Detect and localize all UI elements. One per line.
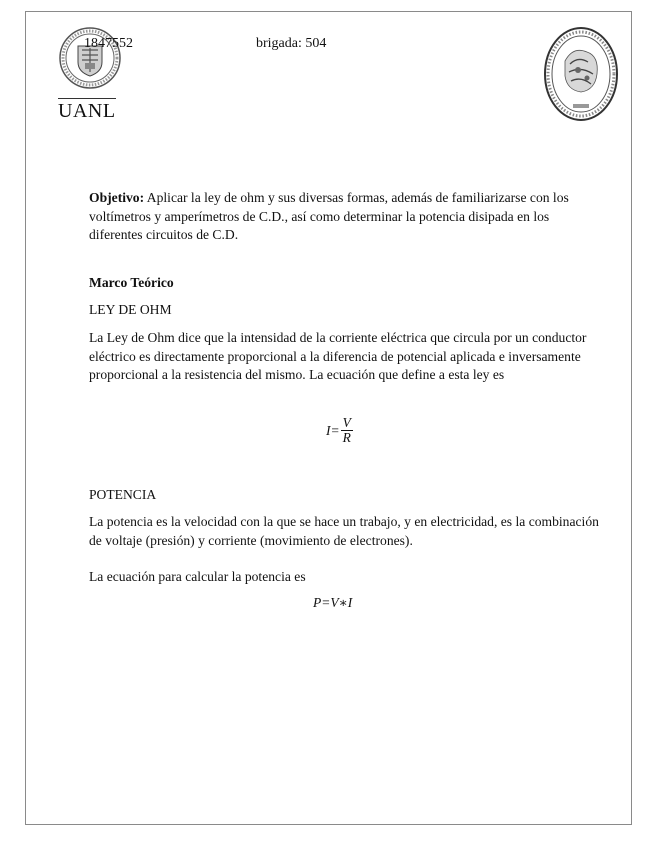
ohm-equation-lhs: I= [326,422,340,438]
objetivo-paragraph [89,189,599,245]
ohm-equation [326,416,353,445]
brigada-label: brigada: 504 [256,36,327,51]
ohm-equation-denominator: R [342,430,351,445]
ohm-equation-numerator: V [342,415,351,430]
marco-teorico-heading: Marco Teórico [89,275,174,290]
document-page [25,11,632,825]
potencia-equation-intro: La ecuación para calcular la potencia es [89,569,306,584]
uanl-wordmark: UANL [58,100,116,122]
objetivo-label: Objetivo: [89,190,145,205]
fime-seal-logo [543,26,619,122]
power-equation: P=V∗I [313,595,353,610]
ley-de-ohm-paragraph: La Ley de Ohm dice que la intensidad de la corriente eléctrica que circula por un conductor eléctrico es directamente proporcional a la diferencia de potencial aplicada e inversamente proporcional a la resistencia del mismo. La ecuación que define a esta ley es [89,330,587,382]
potencia-paragraph: La potencia es la velocidad con la que se hace un trabajo, y en electricidad, es la combinación de voltaje (presión) y corriente (movimiento de electrones). [89,514,599,548]
student-id: 1847552 [84,36,133,51]
ley-de-ohm-heading: LEY DE OHM [89,302,172,317]
potencia-heading: POTENCIA [89,487,157,502]
ohm-equation-fraction [341,416,353,445]
objetivo-text: Aplicar la ley de ohm y sus diversas formas, además de familiarizarse con los voltímetros y amperímetros de C.D., así como determinar la potencia disipada en los diferentes circuitos de C.D. [89,190,569,242]
